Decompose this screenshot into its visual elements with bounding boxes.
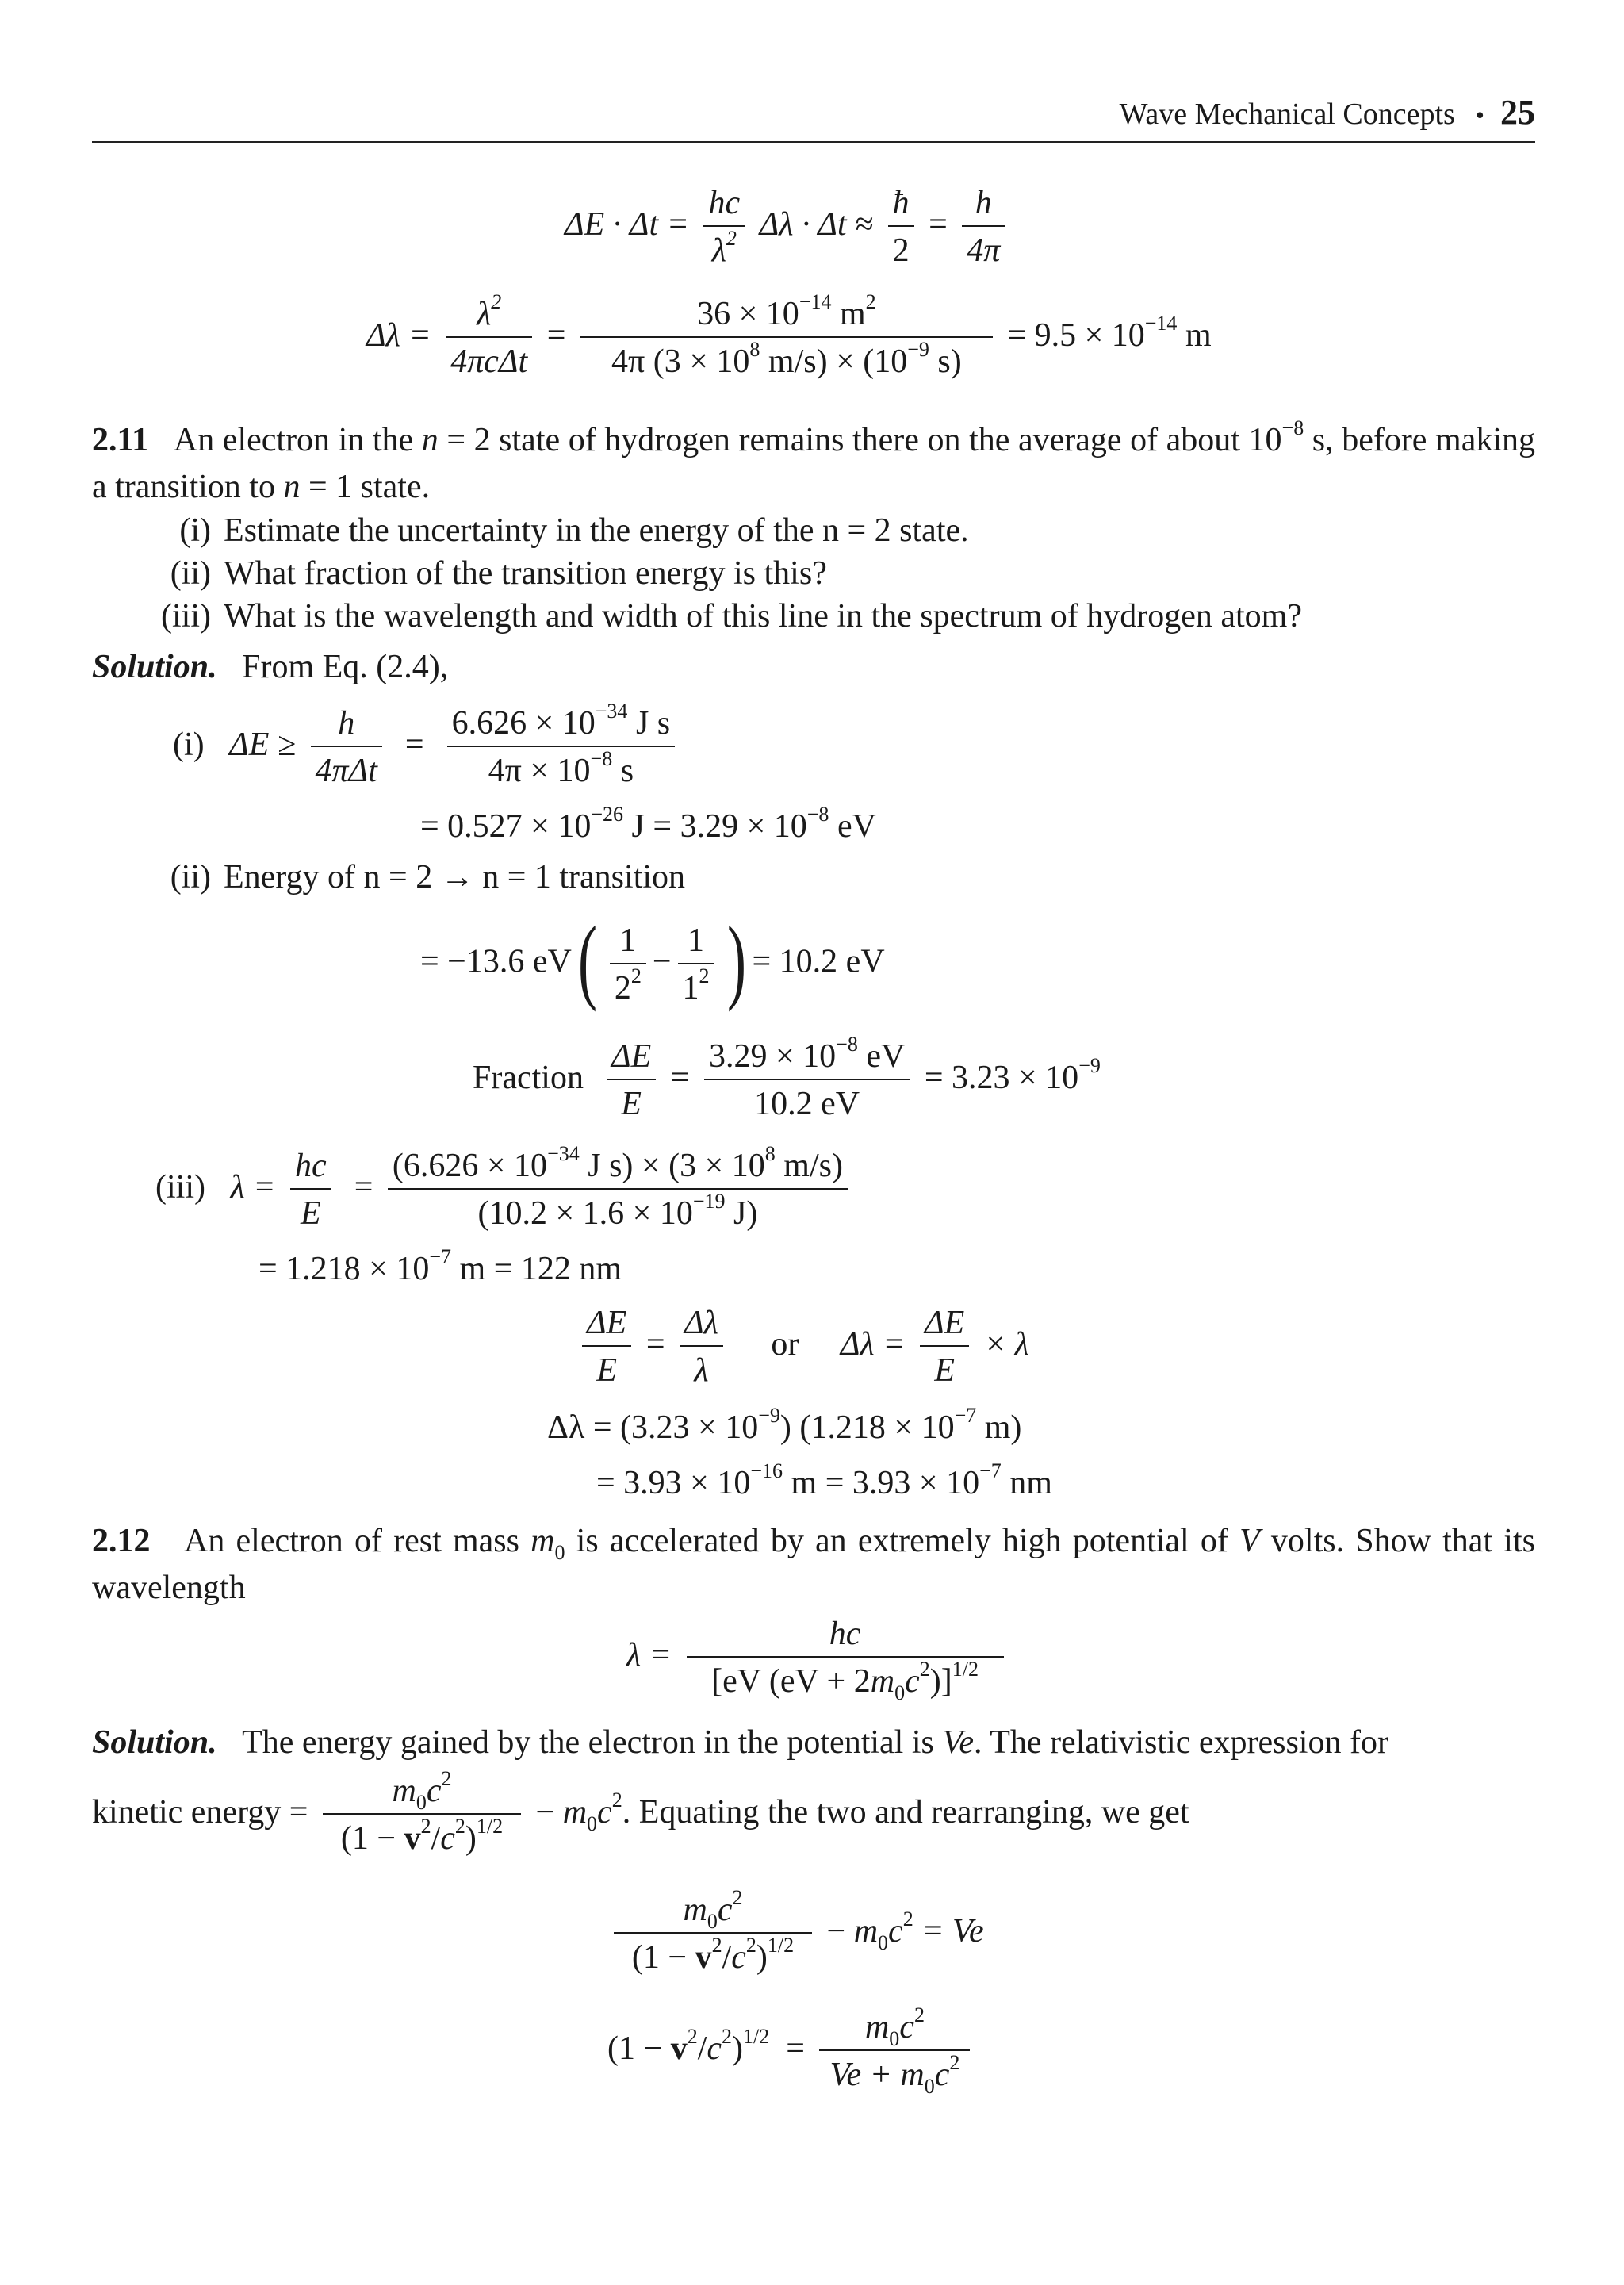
problem-number: 2.12 xyxy=(92,1523,151,1559)
fraction: $\frac{m_0c^2}{(1 - v^2/c^2)^{1/2}}$ xyxy=(323,1772,521,1858)
fraction: $\frac{hc}{E}$ xyxy=(290,1147,331,1233)
header-right xyxy=(1120,92,1535,132)
problem-item-3: (iii) What is the wavelength and width of this line in the spectrum of hydrogen atom? xyxy=(161,598,1302,635)
fraction: $\frac{ħ}{2}$ xyxy=(888,184,914,270)
problem-2-11-statement: 2.11 An electron in the n = 2 state of hydrogen remains there on the average of about $10^{-8}$ s, before making a transition to n = 1 state. xyxy=(92,416,1535,505)
fraction: $\frac{\Delta\lambda}{\lambda}$ xyxy=(680,1304,723,1390)
solution-2-12-intro: Solution. The energy gained by the electron in the potential is Ve. The relativistic expression for xyxy=(92,1724,1388,1761)
fraction: $\frac{1}{2^2}$ xyxy=(610,922,646,1008)
fraction: $\frac{\lambda^2}{\text{4πcΔt}}$ xyxy=(446,295,532,381)
equation-linewidth-calc: $\Delta\lambda = (3.23 \times 10^{-9})$ ($1.218 \times 10^{-7}$ m) xyxy=(547,1404,1022,1446)
section-title: Wave Mechanical Concepts xyxy=(1119,98,1455,131)
fraction: $\frac{\Delta E}{E}$ xyxy=(582,1304,631,1390)
equation-kinetic-energy: kinetic energy = $\frac{m_0c^2}{(1 - v^2/c^2)^{1/2}}$ − $m_0c^2$. Equating the two and rearranging, we get xyxy=(92,1767,1189,1858)
equation-wavelength: λ = $\frac{hc}{[eV (eV + 2m_0c^2)]^{1/2}}$ xyxy=(626,1615,1010,1701)
equation-part-i: (i) ΔE ≥ $\frac{h}{\text{4πΔt}}$ = $\frac{6.626 \times 10^{-34} J s}{4\pi \times 10^{-8} s}$ xyxy=(173,704,681,791)
equation-linewidth-result: = $3.93 \times 10^{-16}$ $m = 3.93 \times 10^{-7}$ nm xyxy=(596,1459,1052,1501)
fraction: $\frac{36 \times 10^{-14} m^2}{4\pi (3 \times 10^8 m/s) \times (10^{-9} s)}$ xyxy=(580,295,993,381)
header-bullet: • xyxy=(1475,101,1484,129)
fraction: $\frac{h}{\text{4πΔt}}$ xyxy=(311,704,382,791)
equation-part-ii: = −13.6 eV( $\frac{1}{2^2}$ − $\frac{1}{1^2}$ ) = 10.2 eV xyxy=(420,907,885,1012)
eq-mid: Δλ · Δt ≈ xyxy=(759,205,874,243)
problem-number: 2.11 xyxy=(92,422,149,458)
fraction: $\frac{6.626 \times 10^{-34} J s}{4\pi \times 10^{-8} s}$ xyxy=(447,704,676,791)
equation-energy-balance: $\frac{m_0c^2}{(1 - v^2/c^2)^{1/2}}$ − $m_0c^2 = Ve$ xyxy=(607,1891,984,1977)
fraction: $\frac{m_0c^2}{Ve + m_0c^2}$ xyxy=(819,2008,970,2095)
equation-part-i-result: = $0.527 \times 10^{-26}$ $J = 3.29 \times 10^{-8}$ eV xyxy=(420,803,876,845)
fraction: $\frac{\Delta E}{E}$ xyxy=(920,1304,969,1390)
fraction: $\frac{1}{1^2}$ xyxy=(678,922,714,1008)
problem-item-2: (ii) What fraction of the transition energy is this? xyxy=(170,555,827,592)
problem-2-12-statement: 2.12 An electron of rest mass $m_0$ is accelerated by an extremely high potential of V volts. Show that its wavelength xyxy=(92,1523,1535,1606)
fraction: $\frac{3.29 \times 10^{-8} eV}{10.2 eV}$ xyxy=(704,1037,910,1124)
fraction: $\frac{m_0c^2}{(1 - v^2/c^2)^{1/2}}$ xyxy=(614,1891,812,1977)
running-header xyxy=(92,86,1535,143)
eq-lhs: ΔE · Δt = xyxy=(565,205,689,243)
fraction: $\frac{\Delta E}{E}$ xyxy=(607,1037,656,1124)
problem-item-1: (i) Estimate the uncertainty in the energy of the n = 2 state. xyxy=(179,512,969,549)
part-ii-text: (ii) Energy of n = 2 → n = 1 transition xyxy=(170,859,686,895)
equation-delta-lambda: Δλ = $\frac{\lambda^2}{\text{4πcΔt}}$ = $\frac{36 \times 10^{-14} m^2}{4\pi (3 \times 10^8 m/s) \times (10^{-9} s)}$ = $9.5 \times 10^{-14}$ m xyxy=(366,290,1212,381)
fraction: $\frac{h}{4\pi}$ xyxy=(962,184,1005,270)
solution-heading-2-11: Solution. From Eq. (2.4), xyxy=(92,649,449,685)
page-number: 25 xyxy=(1500,93,1535,132)
equation-linewidth: $\frac{\Delta E}{E}$ = $\frac{\Delta\lambda}{\lambda}$ or Δλ = $\frac{\Delta E}{E}$ × λ xyxy=(576,1304,1029,1390)
equation-gamma-inverse: $(1 - v^2/c^2)^{1/2}$ = $\frac{m_0c^2}{Ve + m_0c^2}$ xyxy=(607,2008,976,2095)
equation-part-iii: (iii) λ = $\frac{hc}{E}$ = $\frac{(6.626 \times 10^{-34} J s) \times (3 \times 10^8 m/s)}{(10.2 \times 1.6 \times 10^{-19} J)}$ xyxy=(155,1147,854,1233)
fraction: $\frac{hc}{\lambda^2}$ xyxy=(703,184,745,270)
equation-uncertainty-relation: ΔE · Δt = $\frac{hc}{\lambda^2}$ Δλ · Δt ≈ $\frac{ħ}{2}$ = $\frac{h}{4\pi}$ xyxy=(565,184,1011,270)
fraction: $\frac{hc}{[eV (eV + 2m_0c^2)]^{1/2}}$ xyxy=(687,1615,1004,1701)
equation-part-iii-result: = $1.218 \times 10^{-7}$ m = 122 nm xyxy=(259,1245,622,1287)
fraction: $\frac{(6.626 \times 10^{-34} J s) \times (3 \times 10^8 m/s)}{(10.2 \times 1.6 \times 10^{-19} J)}$ xyxy=(388,1147,848,1233)
equation-fraction: Fraction $\frac{\Delta E}{E}$ = $\frac{3.29 \times 10^{-8} eV}{10.2 eV}$ = $3.23 \times 10^{-9}$ xyxy=(473,1033,1101,1123)
